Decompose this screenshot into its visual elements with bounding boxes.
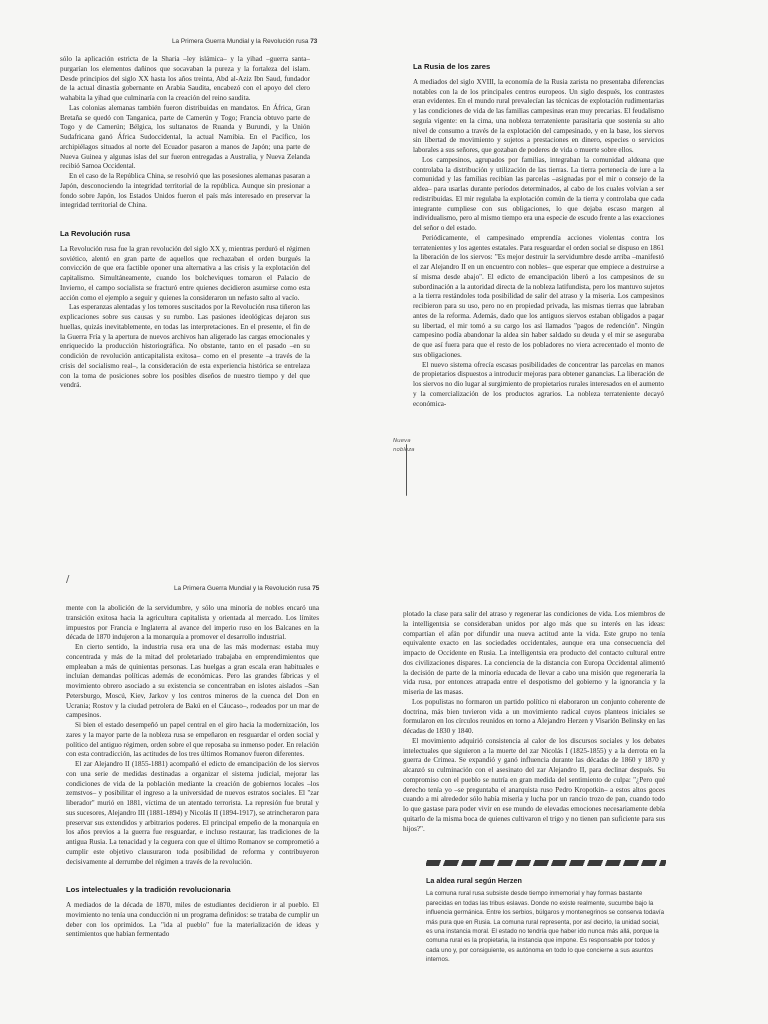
sidebar-box [426,860,666,1020]
section-heading: La Rusia de los zares [413,62,491,71]
box-stripes [426,860,666,866]
page-number: 73 [310,38,318,45]
paragraph: Los campesinos, agrupados por familias, integraban la comunidad aldeana que controlaba la distribución y utilización de las tierras. La tierra pertenecía de iure a la comunidad y las familias recibían las parcelas –asignadas por el mir o consejo de la aldea– para usarlas durante períodos determinados, al cabo de los cuales volvían a ser redistribuidas. El mir regulaba la explotación común de la tierra y controlaba que cada integrante cumpliese con sus obligaciones, lo que dejaba escaso margen al individualismo, pero al mismo tiempo era una especie de escudo frente a las exacciones del señor o del estado. [413,155,664,232]
column-right [413,62,664,507]
paragraph: Si bien el estado desempeñó un papel central en el giro hacia la modernización, los zares y la mayor parte de la nobleza rusa se empeñaron en resguardar el orden social y político del antiguo régimen, orden sobre el que reposaba su inmenso poder. En relación con esta contradicción, las actitudes de los tres últimos Romanov fueron diferentes. [66,721,319,759]
paragraph: A mediados del siglo XVIII, la economía de la Rusia zarista no presentaba diferencias notables con la de los principales centros europeos. Un siglo después, los contrastes eran evidentes. En el mundo rural prevalecían las técnicas de explotación rudimentarias y las condiciones de vida de las familias campesinas eran muy precarias. El feudalismo seguía vigente: en la cima, una nobleza terrateniente parasitaria que sostenía su alto nivel de consumo a través de la explotación del campesinado, y en la base, los siervos sin libertad de movimiento y sujetos a prestaciones en dinero, especies o servicios laborales a sus señores, que gozaban de poderes de vida o muerte sobre ellos. [413,77,664,154]
running-head-text: La Primera Guerra Mundial y la Revolución rusa [174,585,311,592]
column-right [403,610,665,854]
corner-mark: / [66,574,70,585]
paragraph: sólo la aplicación estricta de la Sharia –ley islámica– y la yihad –guerra santa– purgarían los elementos dañinos que socavaban la pureza y la fortaleza del islam. Desde principios del siglo XX hasta los años treinta, Abd al-Aziz Ibn Saud, fundador de la actual dinastía gobernante en Arabia Saudita, encabezó con el apoyo del clero wahabita la yihad que culminaría con la creación del reino saudita. [60,55,310,102]
page-number: 75 [312,585,320,592]
box-text: La comuna rural rusa subsiste desde tiempo inmemorial y hay formas bastante parecidas en todas las tribus eslavas. Donde no existe realmente, sucumbe bajo la influencia germánica. Entre los serbios, búlgaros y montenegrinos se conserva todavía más pura que en Rusia. La comuna rural representa, por así decirlo, la unidad social, es una instancia moral. El estado no tendría que haber ido nunca más allá, porque la comuna rural es la propietaria, la instancia que impone. Es responsable por todos y cada uno y, por consiguiente, es autónoma en todo lo que concierne a sus asuntos internos. [426,890,665,964]
paragraph: Los populistas no formaron un partido político ni elaboraron un conjunto coherente de doctrina, más bien tuvieron vida a un movimiento radical cuyos planteos iniciales se formularon en los círculos reunidos en torno a Alejandro Herzen y Visarión Belinsky en las décadas de 1830 y 1840. [403,697,665,735]
paragraph: mente con la abolición de la servidumbre, y sólo una minoría de nobles encaró una transición exitosa hacia la agricultura capitalista y orientada al mercado. Los límites impuestos por Francia e Inglaterra al avance del imperio ruso en los Balcanes en la década de 1870 indujeron a la monarquía a promover el desarrollo industrial. [66,604,319,642]
paragraph: A mediados de la década de 1870, miles de estudiantes decidieron ir al pueblo. El movimiento no tenía una conducción ni un programa definidos: se trataba de cumplir un deber con los oprimidos. La "ida al pueblo" fue la materialización de ideas y sentimientos que habían fermentado [66,901,319,939]
paragraph: Las colonias alemanas también fueron distribuidas en mandatos. En África, Gran Bretaña se quedó con Tanganica, parte de Camerún y Togo; Francia obtuvo parte de Togo y de Camerún; Bélgica, los sultanatos de Ruanda y Burundi, y la Unión Sudafricana ganó África Sudoccidental, la actual Namibia. En el Pacífico, los archipiélagos situados al norte del Ecuador pasaron a manos de Japón; una parte de Nueva Guinea y algunas islas del sur fueron entregadas a Australia, y Nueva Zelanda recibió Samoa Occidental. [60,103,310,171]
paragraph: El nuevo sistema ofrecía escasas posibilidades de concentrar las parcelas en manos de propietarios dispuestos a introducir mejoras para obtener ganancias. La liberación de los siervos no dio lugar al surgimiento de propietarios rurales interesados en el aumento y la comercialización de los productos agrarios. La nobleza terrateniente decayó económica- [413,360,664,408]
column-left [60,55,310,505]
paragraph: El movimiento adquirió consistencia al calor de los discursos sociales y los debates intelectuales que siguieron a la muerte del zar Nicolás I (1825-1855) y a la derrota en la guerra de Crimea. Se expandió y ganó influencia durante las décadas de 1860 y 1870 y alcanzó su culminación con el asesinato del zar Alejandro II, para declinar después. Su compromiso con el pueblo se nutría en gran medida del sentimiento de culpa: "¿Pero qué derecho tenía yo –se preguntaba el anarquista ruso Pedro Kropotkin– a estos altos goces cuando a mi alrededor sólo había miseria y lucha por un rancio trozo de pan, cuando todo lo que gastase para poder vivir en ese mundo de elevadas emociones necesariamente debía quitarlo de la misma boca de quienes cultivaron el trigo y no tienen pan suficiente para sus hijos?". [403,736,665,833]
section-heading: La Revolución rusa [60,229,131,238]
running-head [172,38,317,45]
column-left [66,604,319,1024]
page-75 [0,512,768,1024]
paragraph: En cierto sentido, la industria rusa era una de las más modernas: estaba muy concentrada y más de la mitad del proletariado trabajaba en emprendimientos que empleaban a más de quinientas personas. Las huelgas a gran escala eran habituales e incluían demandas políticas además de económicas. Pero las grandes fábricas y el movimiento obrero asociado a su existencia se concentraban en islotes aislados –San Petersburgo, Moscú, Kiev, Jarkov y los centros mineros de la cuenca del Don en Ucrania; Rostov y la ciudad petrolera de Bakú en el Cáucaso–, rodeados por un mar de campesinos. [66,643,319,720]
paragraph: Las esperanzas alentadas y los temores suscitados por la Revolución rusa tiñeron las explicaciones sobre sus causas y su rumbo. Las pasiones ideológicas dejaron sus huellas, quizás inevitablemente, en todas las interpretaciones. En el presente, el fin de la Guerra Fría y la apertura de nuevos archivos han aligerado las cargas emocionales y enriquecido la producción historiográfica. No obstante, tanto en el pasado –en su condición de revolución anticapitalista exitosa– como en el presente –a través de la crisis del socialismo real–, la consideración de esta experiencia histórica se entrelaza con la toma de posiciones sobre los posibles diseños de nuestro tiempo y del que vendrá. [60,303,310,390]
paragraph: En el caso de la República China, se resolvió que las posesiones alemanas pasaran a Japón, desconociendo la integridad territorial de la república. Aunque sin presionar a fondo sobre Japón, los Estados Unidos fueron el país más interesado en preservar la integridad territorial de China. [60,172,310,210]
paragraph: La Revolución rusa fue la gran revolución del siglo XX y, mientras perduró el régimen soviético, alentó en gran parte de aquellos que rechazaban el orden burgués la convicción de que era factible oponer una alternativa a las crisis y la explotación del capitalismo. Simultáneamente, cuando los bolcheviques tomaron el Palacio de Invierno, el campo socialista se fracturó entre quienes decidieron asumirse como esta acción como el ejemplo a seguir y quienes la consideraron un nefasto salto al vacío. [60,244,310,302]
box-title: La aldea rural según Herzen [426,876,522,885]
paragraph: plotado la clase para salir del atraso y regenerar las condiciones de vida. Los miembros de la intelligentsia se consideraban unidos por algo más que su interés en las ideas: compartían el afán por difundir una nueva actitud ante la vida. Este grupo no tenía equivalente exacto en las sociedades occidentales, aunque era una consecuencia del impacto de Occidente en Rusia. La intelligentsia era producto del contacto cultural entre dos civilizaciones dispares. La conciencia de la distancia con Europa Occidental alimentó la decisión de parte de la minoría educada de llevar a cabo una misión que regeneraría la vida rusa, por entonces atrapada entre el despotismo del gobierno y la ignorancia y la miseria de las masas. [403,610,665,696]
section-heading: Los intelectuales y la tradición revolucionaria [66,885,231,895]
section-gap [66,867,319,885]
running-head-text: La Primera Guerra Mundial y la Revolución rusa [172,38,309,45]
margin-bracket [406,444,407,496]
section-gap [60,211,310,229]
margin-note-text: Nueva nobleza [393,438,415,453]
running-head [174,585,319,592]
paragraph: El zar Alejandro II (1855-1881) acompañó el edicto de emancipación de los siervos con una serie de medidas destinadas a organizar el sistema judicial, mejorar las condiciones de vida de la población mediante la creación de gobiernos locales –los zemstvos– y posibilitar el ingreso a la universidad de nuevos estratos sociales. El "zar liberador" murió en 1881, víctima de un atentado terrorista. La represión fue brutal y sus sucesores, Alejandro III (1881-1894) y Nicolás II (1894-1917), se atrincheraron para preservar sus extendidos y arbitrarios poderes. El principal empeño de la monarquía en los años previos a la guerra fue resguardar, e incluso restaurar, las tradiciones de la antigua Rusia. La tenacidad y la ceguera con que el último Romanov se comprometió a cumplir este objetivo clausuraron toda posibilidad de reforma y contribuyeron decisivamente al derrumbe del régimen a través de la revolución. [66,760,319,866]
paragraph: Periódicamente, el campesinado emprendía acciones violentas contra los terratenientes y los agentes estatales. Para resguardar el orden social se dispuso en 1861 la liberación de los siervos: "Es mejor destruir la servidumbre desde arriba –manifestó el zar Alejandro II en un encuentro con nobles– que esperar que empiece a destruirse a sí misma desde abajo". El edicto de emancipación liberó a los campesinos de su subordinación a la autoridad directa de la nobleza latifundista, pero los mantuvo sujetos a la tierra restándoles toda posibilidad de salir del atraso y la miseria. Los campesinos recibieron para su uso, pero no en propiedad privada, las mismas tierras que labraban antes de la reforma. Además, dado que los antiguos siervos estaban obligados a pagar su libertad, el mir tomó a su cargo los así llamados "pagos de redención". Ningún campesino podía abandonar la aldea sin haber saldado su deuda y el mir se aseguraba de que así fuera para que el resto de los pobladores no viera acrecentado el monto de sus obligaciones. [413,233,664,359]
